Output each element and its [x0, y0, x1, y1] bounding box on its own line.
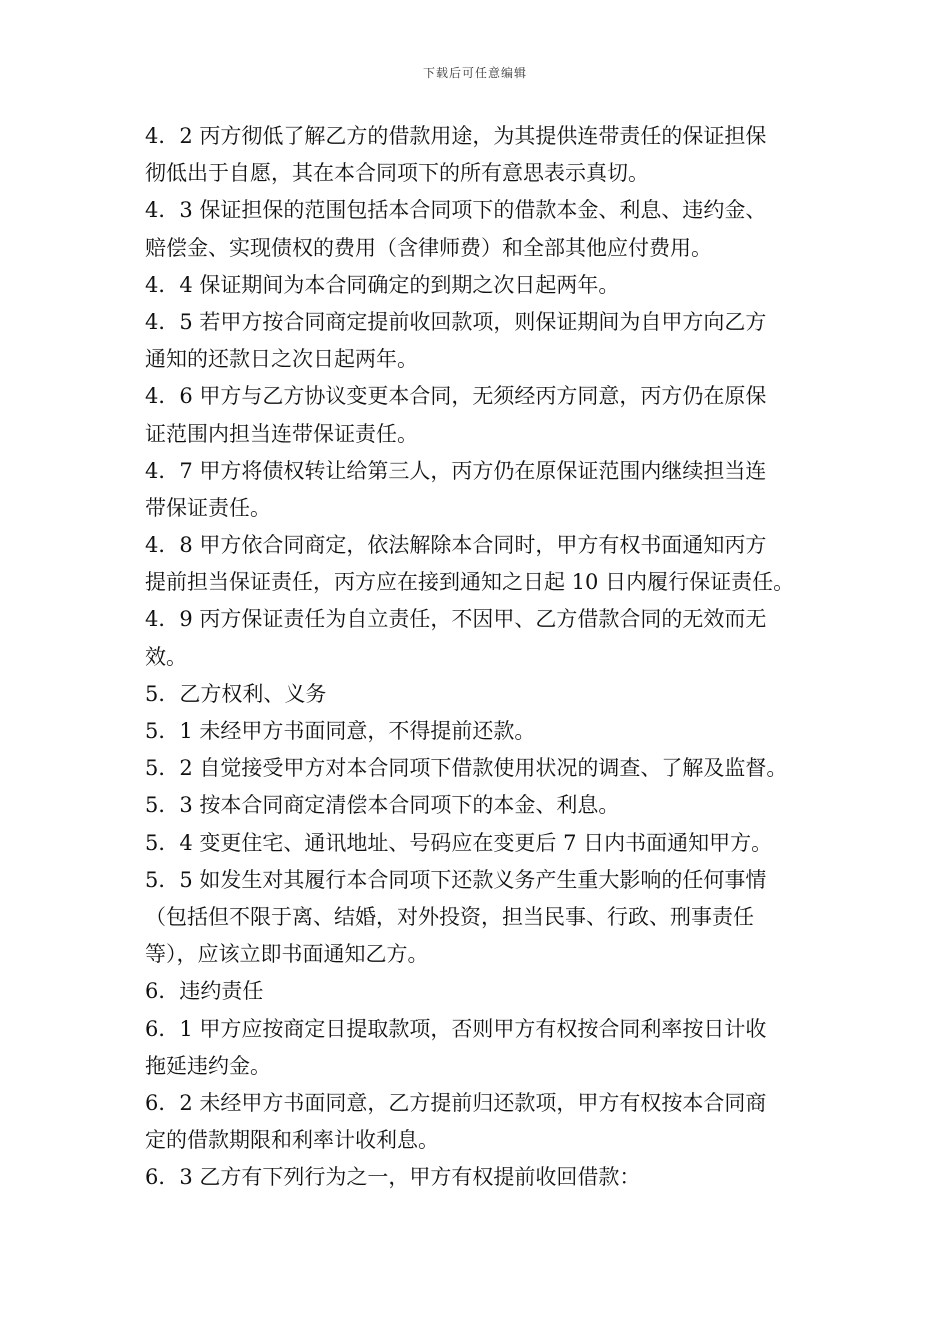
document-body: [145, 118, 815, 1196]
text-line: 证范围内担当连带保证责任。: [145, 421, 418, 446]
text-line: 5．2 自觉接受甲方对本合同项下借款使用状况的调查、了解及监督。: [145, 756, 788, 781]
text-line: 5．4 变更住宅、通讯地址、号码应在变更后 7 日内书面通知甲方。: [145, 830, 773, 855]
text-line: 5．3 按本合同商定清偿本合同项下的本金、利息。: [145, 793, 620, 818]
text-line: 赔偿金、实现债权的费用（含律师费）和全部其他应付费用。: [145, 235, 712, 260]
text-line: 6．2 未经甲方书面同意，乙方提前归还款项，甲方有权按本合同商: [145, 1090, 767, 1115]
text-line: 带保证责任。: [145, 495, 271, 520]
text-line: 定的借款期限和利率计收利息。: [145, 1128, 439, 1153]
text-line: 4．8 甲方依合同商定，依法解除本合同时，甲方有权书面通知丙方: [145, 533, 767, 558]
text-line: 4．6 甲方与乙方协议变更本合同，无须经丙方同意，丙方仍在原保: [145, 384, 767, 409]
section-heading: 5．乙方权利、义务: [145, 681, 327, 706]
section-heading: 6．违约责任: [145, 979, 264, 1004]
text-line: 效。: [145, 644, 187, 669]
text-line: 4．9 丙方保证责任为自立责任，不因甲、乙方借款合同的无效而无: [145, 607, 767, 632]
text-line: 4．3 保证担保的范围包括本合同项下的借款本金、利息、违约金、: [145, 198, 767, 223]
text-line: 4．4 保证期间为本合同确定的到期之次日起两年。: [145, 272, 620, 297]
text-line: 5．1 未经甲方书面同意，不得提前还款。: [145, 719, 536, 743]
text-line: 彻低出于自愿，其在本合同项下的所有意思表示真切。: [145, 161, 649, 186]
page-header: 下载后可任意编辑: [422, 66, 527, 80]
text-line: 4．2 丙方彻低了解乙方的借款用途，为其提供连带责任的保证担保: [145, 124, 767, 148]
text-line: 通知的还款日之次日起两年。: [145, 347, 418, 372]
text-line: 等），应该立即书面通知乙方。: [145, 942, 429, 967]
text-line: （包括但不限于离、结婚，对外投资，担当民事、行政、刑事责任: [145, 904, 754, 929]
text-line: 4．7 甲方将债权转让给第三人，丙方仍在原保证范围内继续担当连: [145, 458, 767, 483]
text-line: 4．5 若甲方按合同商定提前收回款项，则保证期间为自甲方向乙方: [145, 309, 767, 334]
text-line: 6．1 甲方应按商定日提取款项，否则甲方有权按合同利率按日计收: [145, 1016, 767, 1041]
text-line: 拖延违约金。: [145, 1053, 271, 1078]
text-line: 5．5 如发生对其履行本合同项下还款义务产生重大影响的任何事情: [145, 867, 767, 892]
text-line: 6．3 乙方有下列行为之一，甲方有权提前收回借款：: [145, 1165, 641, 1190]
text-line: 提前担当保证责任，丙方应在接到通知之日起 10 日内履行保证责任。: [145, 570, 795, 595]
